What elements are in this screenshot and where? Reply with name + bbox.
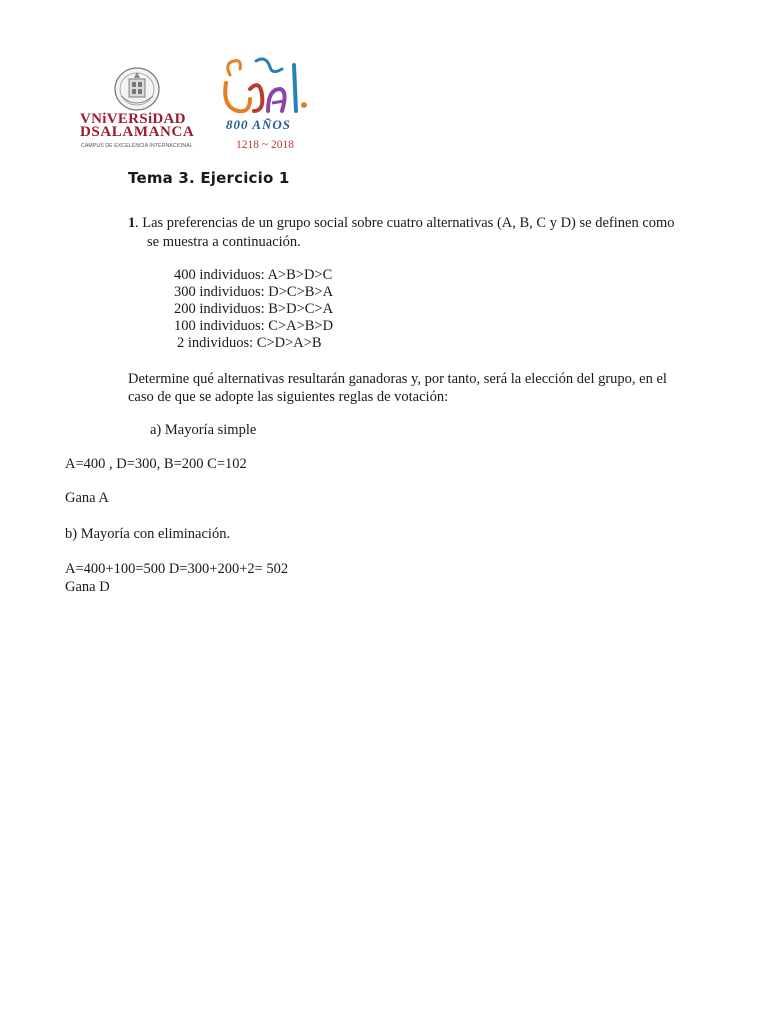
anniversary-text: 800 AÑOS [226,117,291,132]
university-crest-icon [112,66,162,112]
part-a-result: A=400 , D=300, B=200 C=102 [65,456,247,472]
part-a-label: a) Mayoría simple [150,422,257,438]
question-text-line2: se muestra a continuación. [147,234,301,250]
preference-row: 300 individuos: D>C>B>A [174,284,334,300]
university-tagline: CAMPUS DE EXCELENCIA INTERNACIONAL [81,143,193,149]
document-title: Tema 3. Ejercicio 1 [128,169,290,187]
university-name-line1: VNiVERSiDAD [80,111,186,127]
question-number: 1 [128,215,136,231]
anniversary-years: 1218 ~ 2018 [236,139,294,151]
preference-row: 400 individuos: A>B>D>C [174,267,333,283]
instructions-line1: Determine qué alternativas resultarán ganadoras y, por tanto, será la elección del grupo, en el [128,371,667,387]
part-b-label: b) Mayoría con eliminación. [65,526,231,542]
preference-row: 100 individuos: C>A>B>D [174,318,334,334]
question-text-line1: . Las preferencias de un grupo social sobre cuatro alternativas (A, B, C y D) se definen como [135,215,675,231]
instructions-line2: caso de que se adopte las siguientes reglas de votación: [128,389,449,405]
part-b-winner: Gana D [65,579,110,595]
preference-row: 200 individuos: B>D>C>A [174,301,334,317]
part-b-result: A=400+100=500 D=300+200+2= 502 [65,561,289,577]
preference-row: 2 individuos: C>D>A>B [177,335,322,351]
university-name-line2: DSALAMANCA [80,124,195,140]
part-a-winner: Gana A [65,490,109,506]
